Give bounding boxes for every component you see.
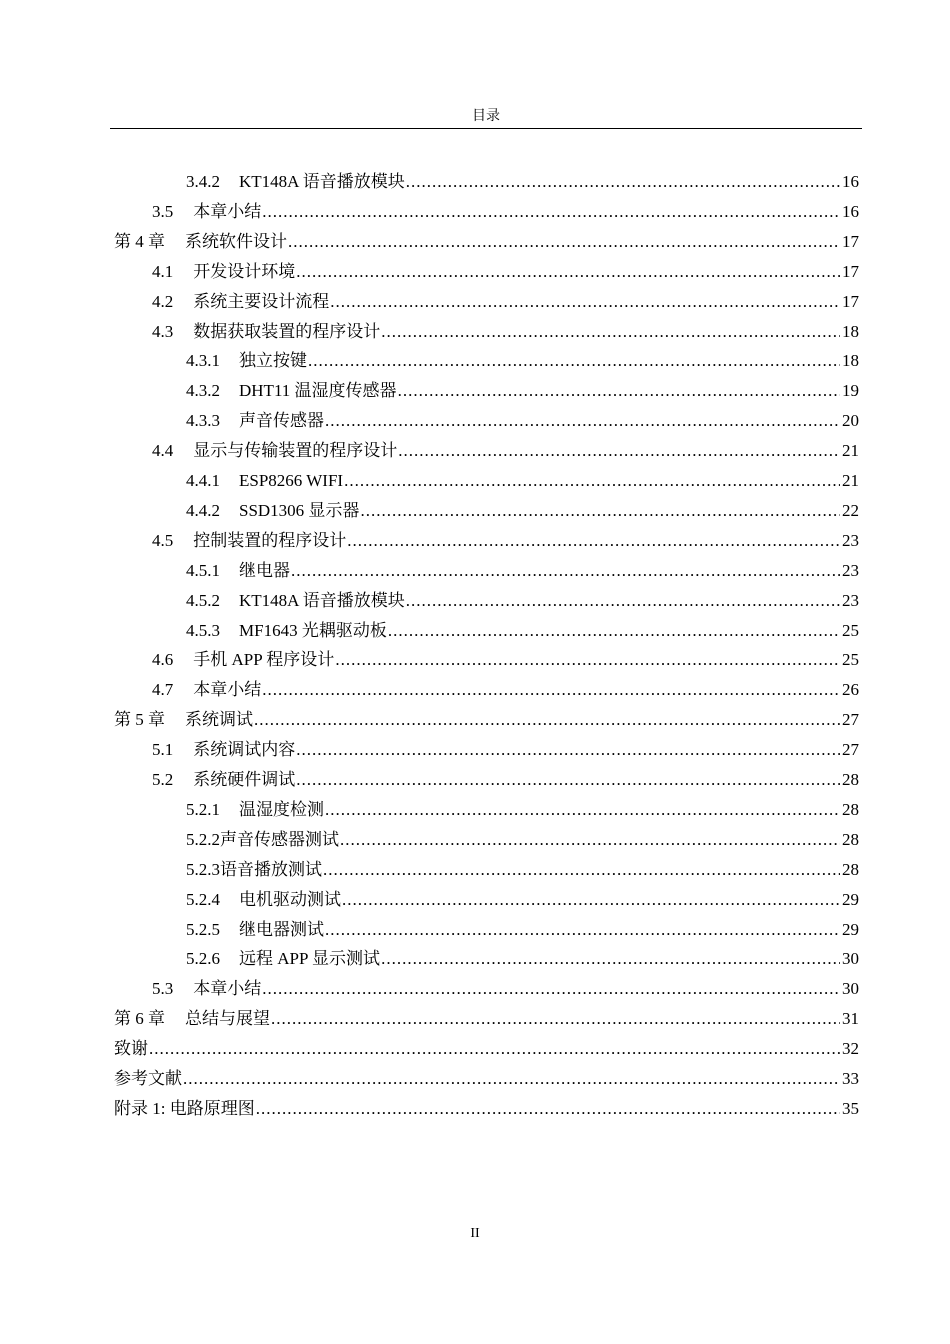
- toc-entry-page: 30: [842, 979, 859, 999]
- toc-entry[interactable]: [186, 616, 859, 646]
- toc-entry[interactable]: [114, 1004, 859, 1034]
- toc-entry[interactable]: [152, 765, 859, 795]
- toc-entry-number: 4.4: [152, 441, 174, 461]
- toc-entry-page: 30: [842, 949, 859, 969]
- toc-entry-title: 系统硬件调试: [193, 770, 296, 789]
- toc-dot-leader: [325, 795, 840, 825]
- toc-entry-number: 5.3: [152, 979, 174, 999]
- toc-entry-page: 28: [842, 770, 859, 789]
- toc-entry-title: 电机驱动测试: [239, 889, 341, 909]
- toc-entry-title: DHT11 温湿度传感器: [239, 381, 397, 401]
- toc-entry[interactable]: [186, 915, 859, 945]
- toc-entry-title: 本章小结: [193, 979, 262, 999]
- toc-entry-number: 5.2.1: [186, 799, 220, 819]
- toc-dot-leader: [330, 287, 840, 317]
- toc-entry-page: 35: [842, 1098, 859, 1118]
- toc-entry-title: 语音播放测试: [220, 859, 322, 879]
- toc-entry-title: 附录 1: 电路原理图: [114, 1098, 255, 1118]
- toc-entry[interactable]: [114, 1094, 859, 1124]
- toc-dot-leader: [335, 645, 840, 675]
- toc-entry-title: 本章小结: [193, 201, 262, 221]
- toc-entry[interactable]: [186, 496, 859, 526]
- toc-entry-title: 数据获取装置的程序设计: [193, 321, 381, 341]
- toc-dot-leader: [296, 765, 840, 795]
- toc-entry-page: 29: [842, 919, 859, 939]
- toc-entry-title: KT148A 语音播放模块: [239, 590, 405, 610]
- toc-entry-number: 5.2.4: [186, 889, 220, 909]
- toc-entry-title: 继电器测试: [239, 919, 324, 939]
- toc-entry-page: 18: [842, 321, 859, 341]
- toc-entry-title: 总结与展望: [185, 1009, 270, 1029]
- toc-dot-leader: [406, 167, 840, 197]
- toc-entry-title: MF1643 光耦驱动板: [239, 620, 387, 640]
- toc-entry[interactable]: [152, 317, 859, 347]
- toc-entry[interactable]: [186, 406, 859, 436]
- toc-entry-title: 参考文献: [114, 1069, 182, 1088]
- toc-entry-number: 5.2.3: [186, 859, 220, 879]
- toc-dot-leader: [262, 974, 840, 1004]
- toc-entry-page: 25: [842, 620, 859, 640]
- toc-entry-page: 28: [842, 859, 859, 879]
- toc-entry[interactable]: [186, 855, 859, 885]
- toc-entry[interactable]: [152, 257, 859, 287]
- toc-entry-title: 显示与传输装置的程序设计: [193, 441, 398, 461]
- toc-entry-number: 第 4 章: [114, 231, 165, 251]
- toc-entry[interactable]: [152, 735, 859, 765]
- toc-entry-title: 继电器: [239, 560, 290, 580]
- toc-entry[interactable]: [186, 167, 859, 197]
- toc-entry-page: 25: [842, 650, 859, 670]
- toc-entry-number: 4.5.3: [186, 620, 220, 640]
- toc-entry-number: 4.3.3: [186, 411, 220, 431]
- toc-entry-page: 23: [842, 560, 859, 580]
- toc-dot-leader: [340, 825, 840, 855]
- toc-entry-title: 温湿度检测: [239, 799, 324, 819]
- toc-dot-leader: [325, 915, 840, 945]
- toc-entry-number: 第 5 章: [114, 710, 165, 730]
- toc-entry-title: 系统主要设计流程: [193, 291, 330, 311]
- toc-entry-number: 5.2.2: [186, 829, 220, 849]
- toc-entry-title: 声音传感器测试: [220, 829, 339, 849]
- toc-entry-page: 31: [842, 1009, 859, 1029]
- toc-entry-number: 4.3.1: [186, 351, 220, 371]
- toc-entry[interactable]: [186, 944, 859, 974]
- toc-entry-page: 16: [842, 172, 859, 191]
- toc-entry[interactable]: [114, 1064, 859, 1094]
- toc-entry-page: 27: [842, 710, 859, 730]
- toc-dot-leader: [262, 197, 840, 227]
- toc-entry-title: 致谢: [114, 1039, 148, 1059]
- toc-dot-leader: [296, 257, 840, 287]
- page-header-title: 目录: [472, 109, 500, 124]
- toc-entry-title: 开发设计环境: [193, 261, 296, 281]
- toc-entry-page: 32: [842, 1039, 859, 1059]
- toc-dot-leader: [149, 1034, 840, 1064]
- toc-entry[interactable]: [186, 885, 859, 915]
- toc-entry[interactable]: [186, 795, 859, 825]
- toc-dot-leader: [254, 705, 840, 735]
- toc-entry-number: 5.2.6: [186, 949, 220, 969]
- toc-dot-leader: [342, 885, 840, 915]
- toc-dot-leader: [256, 1094, 840, 1124]
- toc-dot-leader: [398, 436, 840, 466]
- toc-entry-title: 手机 APP 程序设计: [193, 650, 335, 670]
- toc-entry-number: 4.5.2: [186, 590, 220, 610]
- page-number: II: [470, 1226, 480, 1241]
- toc-entry-number: 5.1: [152, 740, 174, 760]
- header-rule: [110, 128, 862, 129]
- toc-entry[interactable]: [114, 705, 859, 735]
- toc-entry-page: 19: [842, 381, 859, 401]
- toc-entry[interactable]: [152, 197, 859, 227]
- toc-entry-page: 17: [842, 291, 859, 311]
- toc-dot-leader: [271, 1004, 840, 1034]
- toc-entry[interactable]: [186, 586, 859, 616]
- toc-entry-page: 21: [842, 471, 859, 490]
- toc-entry[interactable]: [186, 376, 859, 406]
- toc-entry[interactable]: [186, 346, 859, 376]
- toc-entry[interactable]: [152, 974, 859, 1004]
- toc-entry-number: 4.4.2: [186, 500, 220, 520]
- toc-entry-title: 远程 APP 显示测试: [239, 949, 381, 969]
- toc-entry[interactable]: [152, 287, 859, 317]
- toc-entry-number: 4.3: [152, 321, 174, 341]
- toc-entry-number: 4.5.1: [186, 560, 220, 580]
- toc-entry-number: 5.2.5: [186, 919, 220, 939]
- toc-entry-page: 23: [842, 530, 859, 550]
- toc-entry-page: 17: [842, 231, 859, 251]
- toc-entry-title: ESP8266 WIFI: [239, 471, 344, 490]
- toc-entry-number: 5.2: [152, 770, 174, 789]
- toc-entry-number: 4.7: [152, 680, 174, 700]
- toc-entry-number: 4.1: [152, 261, 174, 281]
- toc-dot-leader: [296, 735, 840, 765]
- toc-entry-number: 4.2: [152, 291, 174, 311]
- toc-entry-page: 28: [842, 829, 859, 849]
- toc-entry-number: 4.4.1: [186, 471, 220, 490]
- toc-entry-title: SSD1306 显示器: [239, 500, 360, 520]
- toc-entry-page: 18: [842, 351, 859, 371]
- toc-entry-page: 29: [842, 889, 859, 909]
- toc-entry-title: KT148A 语音播放模块: [239, 172, 405, 191]
- toc-dot-leader: [183, 1064, 840, 1094]
- toc-entry-title: 系统调试: [185, 710, 253, 730]
- toc-entry-title: 控制装置的程序设计: [193, 530, 347, 550]
- toc-entry[interactable]: [152, 436, 859, 466]
- toc-dot-leader: [323, 855, 840, 885]
- toc-entry-number: 4.3.2: [186, 381, 220, 401]
- toc-dot-leader: [347, 526, 840, 556]
- toc-dot-leader: [288, 227, 840, 257]
- toc-entry-page: 27: [842, 740, 859, 760]
- toc-entry-page: 17: [842, 261, 859, 281]
- toc-entry-page: 22: [842, 500, 859, 520]
- toc-dot-leader: [325, 406, 840, 436]
- toc-entry-number: 4.5: [152, 530, 174, 550]
- toc-entry-number: 4.6: [152, 650, 174, 670]
- toc-entry[interactable]: [186, 466, 859, 496]
- toc-dot-leader: [381, 944, 840, 974]
- toc-entry[interactable]: [152, 645, 859, 675]
- toc-entry-page: 23: [842, 590, 859, 610]
- toc-entry-title: 系统调试内容: [193, 740, 296, 760]
- toc-entry[interactable]: [152, 526, 859, 556]
- toc-entry-number: 第 6 章: [114, 1009, 165, 1029]
- toc-entry-title: 本章小结: [193, 680, 262, 700]
- toc-dot-leader: [262, 675, 840, 705]
- toc-entry[interactable]: [152, 675, 859, 705]
- toc-dot-leader: [308, 346, 840, 376]
- toc-entry-title: 声音传感器: [239, 411, 324, 431]
- toc-entry[interactable]: [114, 1034, 859, 1064]
- toc-entry-page: 33: [842, 1069, 859, 1088]
- toc-dot-leader: [344, 466, 840, 496]
- toc-entry-title: 独立按键: [239, 351, 307, 371]
- toc-dot-leader: [406, 586, 840, 616]
- toc-entry-page: 21: [842, 441, 859, 461]
- toc-entry[interactable]: [186, 556, 859, 586]
- toc-entry-page: 20: [842, 411, 859, 431]
- toc-entry[interactable]: [114, 227, 859, 257]
- toc-entry-page: 28: [842, 799, 859, 819]
- toc-entry-number: 3.5: [152, 201, 174, 221]
- toc-dot-leader: [291, 556, 840, 586]
- toc-dot-leader: [360, 496, 840, 526]
- toc-entry[interactable]: [186, 825, 859, 855]
- toc-dot-leader: [388, 616, 840, 646]
- toc-dot-leader: [398, 376, 840, 406]
- toc-entry-number: 3.4.2: [186, 172, 220, 191]
- toc-dot-leader: [381, 317, 840, 347]
- toc-entry-page: 26: [842, 680, 859, 700]
- toc-entry-title: 系统软件设计: [185, 231, 287, 251]
- toc-entry-page: 16: [842, 201, 859, 221]
